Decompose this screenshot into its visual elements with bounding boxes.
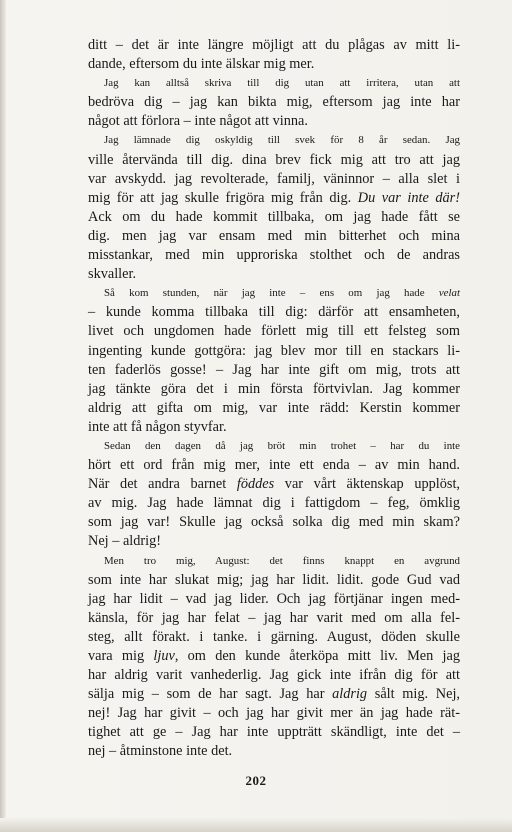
text-line: dig. men jag var ensam med min bitterhet och mina (88, 227, 460, 244)
text-line: som jag var! Skulle jag också solka dig med min skam? (88, 514, 460, 531)
paragraph (88, 437, 460, 552)
text-line: har aldrig varit vanhederlig. Jag gick inte ifrån dig för att (88, 667, 460, 684)
text-line: nej – åtminstone inte det. (88, 743, 233, 760)
text-line: tighet att ge – Jag har inte uppträtt skändligt, inte det – (88, 724, 460, 741)
text-line: Nej – aldrig! (88, 533, 162, 550)
text-line: nej! Jag har givit – och jag har givit mer än jag hade rät- (88, 705, 460, 722)
paragraph (88, 284, 460, 437)
text-line: Jag lämnade dig oskyldig till svek för 8 år sedan. Jag (104, 134, 460, 147)
text-line: som inte har slukat mig; jag har lidit. lidit. gode Gud vad (88, 571, 460, 588)
text-line: skvaller. (88, 266, 137, 283)
paragraph (88, 36, 460, 74)
text-line: känsla, för jag har felat – jag har varit med om alla fel- (88, 609, 460, 626)
text-line: När det andra barnet föddes var vårt äktenskap upplöst, (88, 476, 460, 493)
text-line: sälja mig – som de har sagt. Jag har aldrig sålt mig. Nej, (88, 686, 460, 703)
text-line: mig för att jag skulle frigöra mig från dig. Du var inte där! (88, 189, 460, 206)
text-line: steg, allt förakt. i tanke. i gärning. August, döden skulle (88, 628, 460, 645)
text-line: var avskydd. jag revolterade, familj, väninnor – alla slet i (88, 170, 460, 187)
text-line: vara mig ljuv, om den kunde återköpa mitt liv. Men jag (88, 648, 460, 664)
page-binding-edge (0, 0, 6, 832)
body-text (88, 36, 460, 762)
text-line: ingenting kunde gottgöra: jag blev mor till en stackars li- (88, 342, 460, 359)
text-line: – kunde komma tillbaka till dig: därför att ensamheten, (88, 304, 460, 321)
paragraph (88, 74, 460, 131)
page-bottom-edge (0, 818, 512, 832)
text-line: Så kom stunden, när jag inte – ens om jag hade velat (104, 287, 460, 300)
paragraph (88, 552, 460, 762)
paragraph (88, 131, 460, 284)
text-line: jag tänkte göra det i min första förtvivlan. Jag kommer (88, 380, 460, 397)
text-line: av mig. Jag hade lämnat dig i fattigdom – feg, ömklig (88, 495, 460, 512)
text-line: dande, eftersom du inte älskar mig mer. (88, 56, 315, 73)
text-line: något att förlora – inte något att vinna. (88, 113, 308, 130)
text-line: ten faderlös gosse! – Jag har inte gift om mig, trots att (88, 361, 460, 378)
text-line: misstankar, med min upproriska stolthet och de andras (88, 247, 460, 264)
text-line: ditt – det är inte längre möjligt att du plågas av mitt li- (88, 37, 460, 53)
text-line: hört ett ord från mig mer, inte ett enda – av min hand. (88, 457, 460, 474)
text-line: jag har lidit – vad jag lider. Och jag förtjänar ingen med- (88, 590, 460, 607)
page-number: 202 (245, 773, 267, 788)
text-line: Sedan den dagen då jag bröt min trohet – har du inte (104, 439, 460, 452)
text-line: bedröva dig – jag kan bikta mig, eftersom jag inte har (88, 94, 460, 111)
text-line: Men tro mig, August: det finns knappt en avgrund (104, 554, 460, 567)
text-line: Jag kan alltså skriva till dig utan att irritera, utan att (104, 77, 460, 90)
text-line: Ack om du hade kommit tillbaka, om jag hade fått se (88, 208, 460, 225)
text-line: inte att få någon styvfar. (88, 418, 227, 435)
text-line: livet och ungdomen hade förlett mig till ett felsteg som (88, 323, 460, 340)
text-line: ville återvända till dig. dina brev fick mig att tro att jag (88, 151, 460, 168)
text-line: aldrig att gifta om mig, var inte rädd: Kerstin kommer (88, 399, 460, 416)
